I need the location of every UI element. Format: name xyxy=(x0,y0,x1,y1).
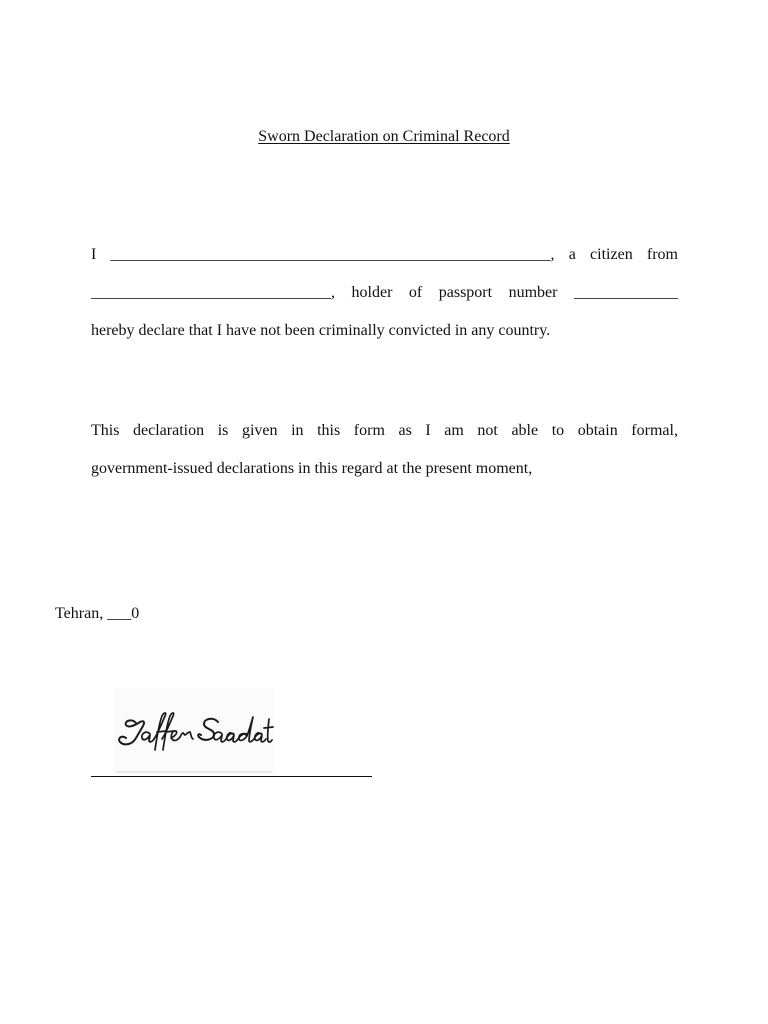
name-blank: _______________________________________________________, xyxy=(110,246,555,263)
document-title-text: Sworn Declaration on Criminal Record xyxy=(258,128,510,145)
place-date: Tehran, ___0 xyxy=(55,605,140,622)
word: passport xyxy=(438,284,493,301)
paragraph2-line1 xyxy=(91,412,678,450)
word: not xyxy=(477,422,498,439)
word: declaration xyxy=(133,422,205,439)
word: of xyxy=(408,284,423,301)
paragraph2-line2: government-issued declarations in this regard at the present moment, xyxy=(91,460,533,477)
word: as xyxy=(398,422,412,439)
passport-blank: _____________ xyxy=(573,284,678,301)
word: am xyxy=(444,422,464,439)
paragraph1-line1 xyxy=(91,236,678,274)
handwritten-signature xyxy=(114,688,274,774)
word: is xyxy=(217,422,229,439)
word: holder xyxy=(351,284,393,301)
word: in xyxy=(291,422,304,439)
word: obtain xyxy=(577,422,618,439)
word: to xyxy=(551,422,565,439)
word: given xyxy=(241,422,278,439)
word: I xyxy=(425,422,431,439)
declaration-paragraph xyxy=(91,236,678,350)
country-blank: ______________________________, xyxy=(91,284,335,301)
word: formal, xyxy=(631,422,678,439)
signature-image xyxy=(114,688,274,774)
signature-line xyxy=(91,776,372,777)
document-title xyxy=(0,128,768,146)
word: able xyxy=(511,422,539,439)
word: this xyxy=(317,422,341,439)
word: number xyxy=(508,284,558,301)
paragraph1-line2 xyxy=(91,274,678,312)
word: from xyxy=(646,246,678,263)
word: citizen xyxy=(590,246,633,263)
paragraph1-line3: hereby declare that I have not been criminally convicted in any country. xyxy=(91,322,551,339)
word: form xyxy=(353,422,385,439)
explanation-paragraph xyxy=(91,412,678,488)
word: a xyxy=(568,246,576,263)
word: This xyxy=(91,422,120,439)
word: I xyxy=(91,246,97,263)
